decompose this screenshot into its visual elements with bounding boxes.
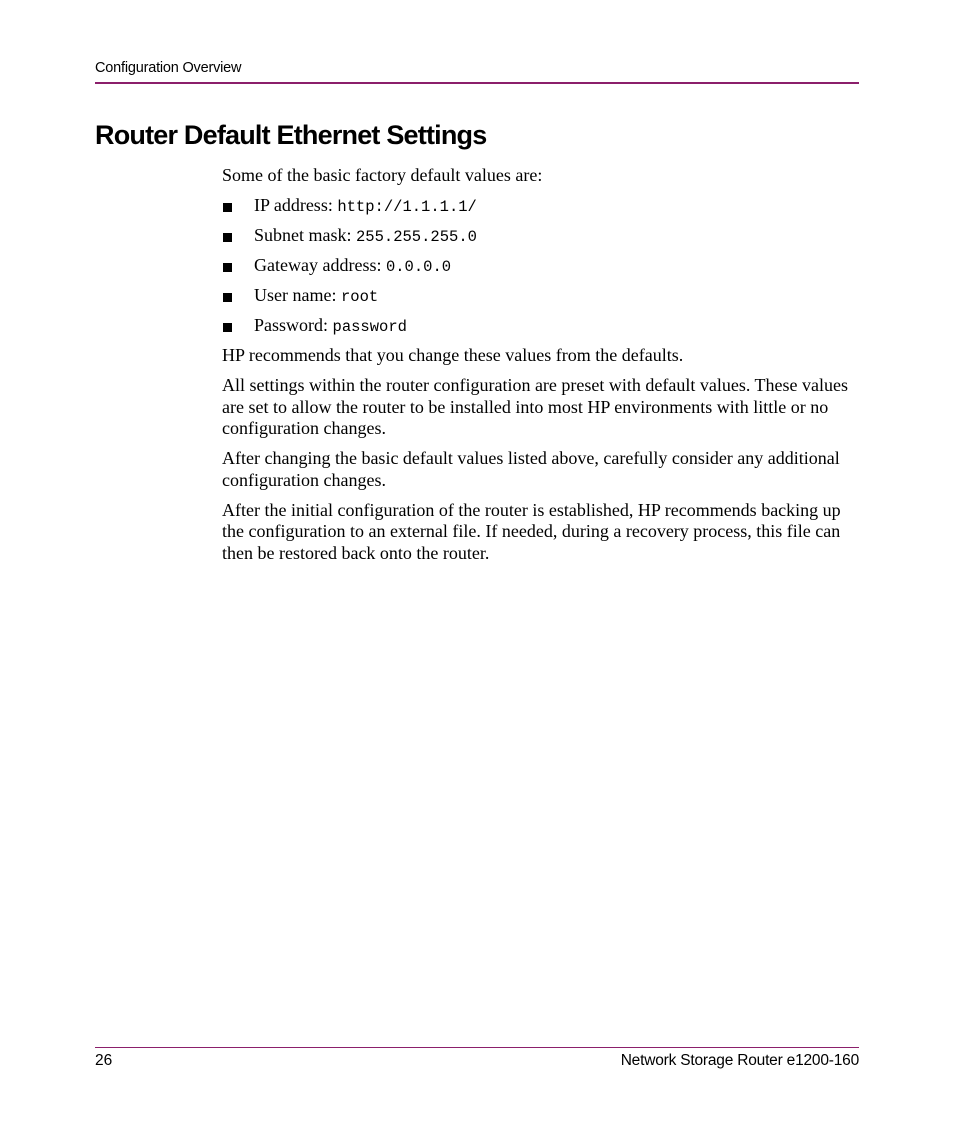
default-label: IP address: <box>254 195 333 215</box>
square-bullet-icon <box>223 263 232 272</box>
default-label: User name: <box>254 285 337 305</box>
list-item-ip-address <box>222 195 854 217</box>
paragraph-additional-changes: After changing the basic default values listed above, carefully consider any additional configuration changes. <box>222 448 840 490</box>
intro-paragraph: Some of the basic factory default values are: <box>222 165 543 185</box>
page-title: Router Default Ethernet Settings <box>95 120 487 150</box>
default-value: root <box>340 288 379 306</box>
list-item-user-name <box>222 285 854 307</box>
default-value: password <box>332 318 407 336</box>
default-label: Subnet mask: <box>254 225 352 245</box>
footer-product-title: Network Storage Router e1200-160 <box>620 1052 859 1069</box>
paragraph-backup: After the initial configuration of the router is established, HP recommends backing up the configuration to an external file. If needed, during a recovery process, this file can then be restored back onto the router. <box>222 499 841 563</box>
square-bullet-icon <box>223 323 232 332</box>
square-bullet-icon <box>223 233 232 242</box>
square-bullet-icon <box>223 203 232 212</box>
body-content <box>222 165 854 573</box>
paragraph-preset-defaults: All settings within the router configuration are preset with default values. These values are set to allow the router to be installed into most HP environments with little or no configuration changes. <box>222 375 848 438</box>
header-rule <box>95 82 859 84</box>
default-value: http://1.1.1.1/ <box>337 198 477 216</box>
running-header: Configuration Overview <box>95 60 242 76</box>
list-item-gateway-address <box>222 255 854 277</box>
list-item-subnet-mask <box>222 225 854 247</box>
list-item-password <box>222 315 854 337</box>
page-number: 26 <box>95 1052 113 1069</box>
default-label: Gateway address: <box>254 255 382 275</box>
default-value: 255.255.255.0 <box>356 228 477 246</box>
default-value: 0.0.0.0 <box>385 258 452 276</box>
defaults-list <box>222 195 854 337</box>
default-label: Password: <box>254 315 329 335</box>
square-bullet-icon <box>223 293 232 302</box>
paragraph-recommendation: HP recommends that you change these values from the defaults. <box>222 345 684 365</box>
footer-rule <box>95 1047 859 1048</box>
